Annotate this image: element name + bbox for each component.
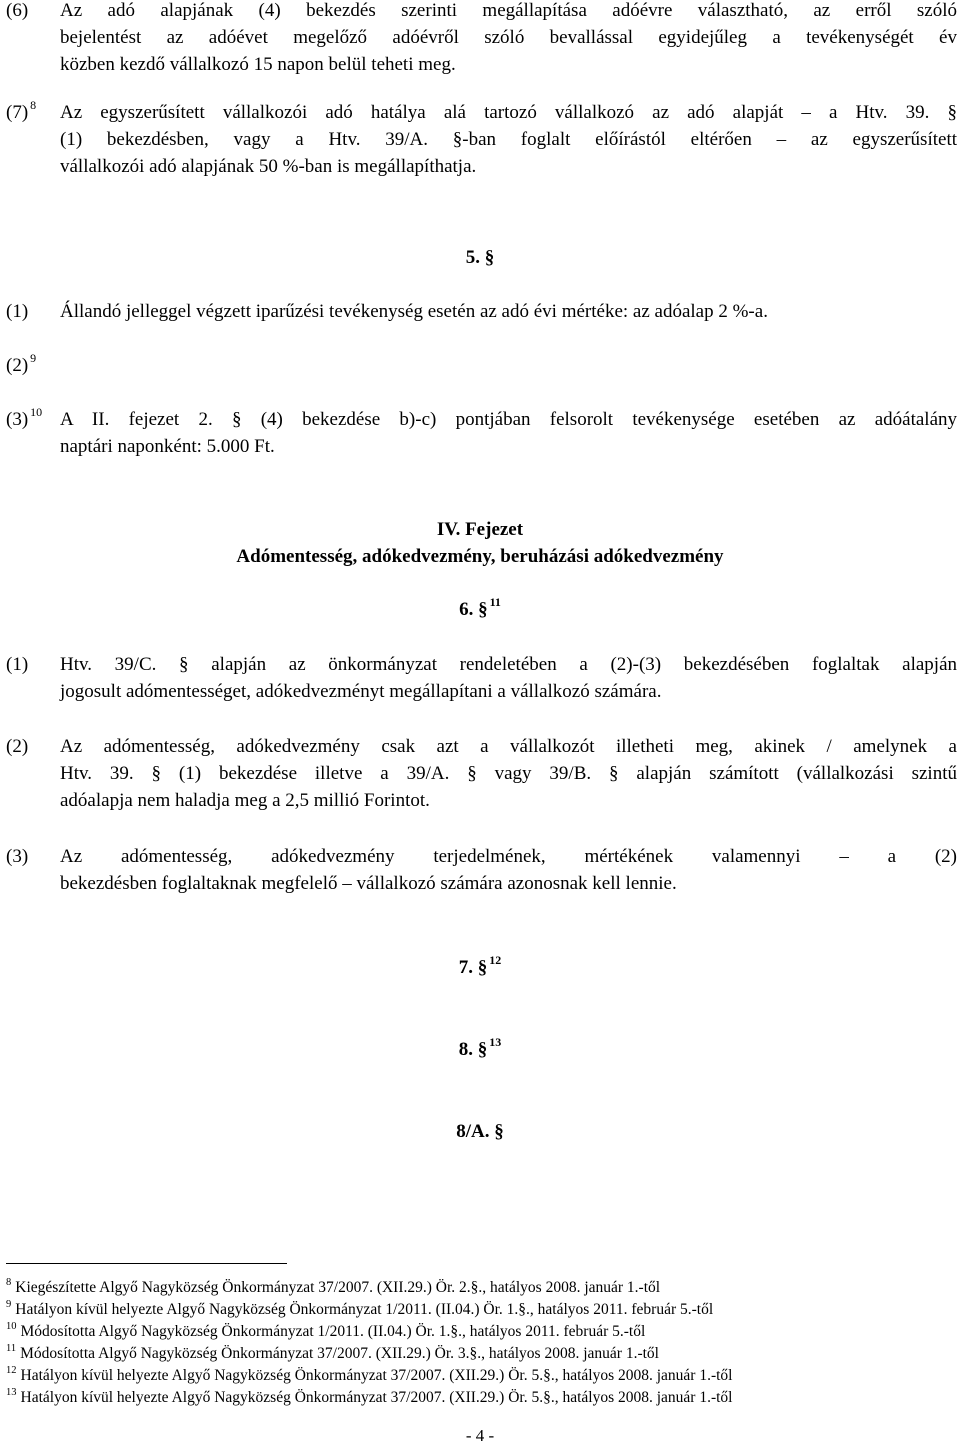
text-line: jogosult adómentességet, adókedvezményt megállapítani a vállalkozó számára. xyxy=(60,681,662,702)
text-line: (1) bekezdésben, vagy a Htv. 39/A. §-ban foglalt előírástól eltérően – az egyszerűsített xyxy=(60,129,957,150)
footnote-ref: 8 xyxy=(30,98,37,112)
footnote: $^{12}$ Hatályon kívül helyezte Algyő Nagyközség Önkormányzat 37/2007. (XII.29.) Ör. 5.§., hatályos 2008. január 1.-től xyxy=(6,1365,733,1384)
footnote: $^{11}$ Módosította Algyő Nagyközség Önkormányzat 37/2007. (XII.29.) Ör. 3.§., hatályos 2008. január 1.-től xyxy=(6,1343,659,1362)
footnote-ref: 12 xyxy=(489,953,502,967)
section-6-paragraph-2 xyxy=(60,733,957,814)
paragraph-number: (1) xyxy=(6,654,29,675)
text-line: Állandó jelleggel végzett iparűzési tevékenység esetén az adó évi mértéke: az adóalap 2 %-a. xyxy=(60,301,768,322)
text-line: Htv. 39/C. § alapján az önkormányzat rendeletében a (2)-(3) bekezdésében foglaltak alapján xyxy=(60,654,957,675)
footnote: $^8$ Kiegészítette Algyő Nagyközség Önkormányzat 37/2007. (XII.29.) Ör. 2.§., hatályos 2008. január 1.-től xyxy=(6,1277,661,1296)
text-line: bekezdésben foglaltaknak megfelelő – vállalkozó számára azonosnak kell lennie. xyxy=(60,873,677,894)
footnote-ref: 10 xyxy=(30,405,43,419)
text-line: Az adómentesség, adókedvezmény csak azt a vállalkozót illetheti meg, akinek / amelynek a xyxy=(60,736,957,757)
section-heading-5: 5. § xyxy=(465,247,495,268)
section-heading-6: 6. § $^{11}$ xyxy=(459,595,501,620)
text-line: közben kezdő vállalkozó 15 napon belül teheti meg. xyxy=(60,54,456,75)
paragraph-number: (2) xyxy=(6,736,29,757)
section-heading-8: 8. § $^{13}$ xyxy=(458,1035,502,1060)
text-line: A II. fejezet 2. § (4) bekezdése b)-c) pontjában felsorolt tevékenysége esetében az adóátalány xyxy=(60,409,957,430)
footnote: $^9$ Hatályon kívül helyezte Algyő Nagyközség Önkormányzat 1/2011. (II.04.) Ör. 1.§., hatályos 2011. február 5.-től xyxy=(6,1299,714,1318)
text-line: vállalkozói adó alapjának 50 %-ban is megállapíthatja. xyxy=(60,156,477,177)
text-line: Htv. 39. § (1) bekezdése illetve a 39/A. § vagy 39/B. § alapján számított (vállalkozási szintű xyxy=(60,763,957,784)
text-line: Az adómentesség, adókedvezmény terjedelmének, mértékének valamennyi – a (2) xyxy=(60,846,957,867)
chapter-title: IV. Fejezet xyxy=(436,519,524,540)
text-line: naptári naponként: 5.000 Ft. xyxy=(60,436,275,457)
chapter-subtitle: Adómentesség, adókedvezmény, beruházási adókedvezmény xyxy=(236,546,724,567)
section-5-paragraph-1 xyxy=(60,298,957,325)
paragraph-number: (3) $^{10}$ xyxy=(6,405,43,430)
footnote-ref: 11 xyxy=(489,595,501,609)
text-line: bejelentést az adóévet megelőző adóévről szóló bevallással egyidejűleg a tevékenységét év xyxy=(60,27,957,48)
paragraph-number: (3) xyxy=(6,846,29,867)
footnote: $^{13}$ Hatályon kívül helyezte Algyő Nagyközség Önkormányzat 37/2007. (XII.29.) Ör. 5.§., hatályos 2008. január 1.-től xyxy=(6,1387,733,1406)
footnote-separator xyxy=(6,1263,287,1264)
section-5-paragraph-3 xyxy=(60,406,957,460)
paragraph-7-text xyxy=(60,99,957,180)
section-6-paragraph-1 xyxy=(60,651,957,705)
paragraph-number: (7) $^8$ xyxy=(6,98,37,123)
section-heading-7: 7. § $^{12}$ xyxy=(458,953,502,978)
paragraph-number: (6) xyxy=(6,0,29,21)
footnote-ref: 13 xyxy=(489,1035,502,1049)
text-line: Az adó alapjának (4) bekezdés szerinti megállapítása adóévre választható, az erről szóló xyxy=(60,0,957,21)
text-line: adóalapja nem haladja meg a 2,5 millió Forintot. xyxy=(60,790,430,811)
text-line: Az egyszerűsített vállalkozói adó hatálya alá tartozó vállalkozó az adó alapját – a Htv. 39. § xyxy=(60,102,957,123)
paragraph-number: (1) xyxy=(6,301,29,322)
paragraph-6-text xyxy=(60,0,957,78)
section-6-paragraph-3 xyxy=(60,843,957,897)
footnote-ref: 9 xyxy=(30,351,37,365)
paragraph-number: (2) $^9$ xyxy=(6,351,37,376)
footnote: $^{10}$ Módosította Algyő Nagyközség Önkormányzat 1/2011. (II.04.) Ör. 1.§., hatályos 2011. február 5.-től xyxy=(6,1321,646,1340)
section-heading-8a: 8/A. § xyxy=(456,1121,504,1142)
page-number: - 4 - xyxy=(465,1426,495,1445)
